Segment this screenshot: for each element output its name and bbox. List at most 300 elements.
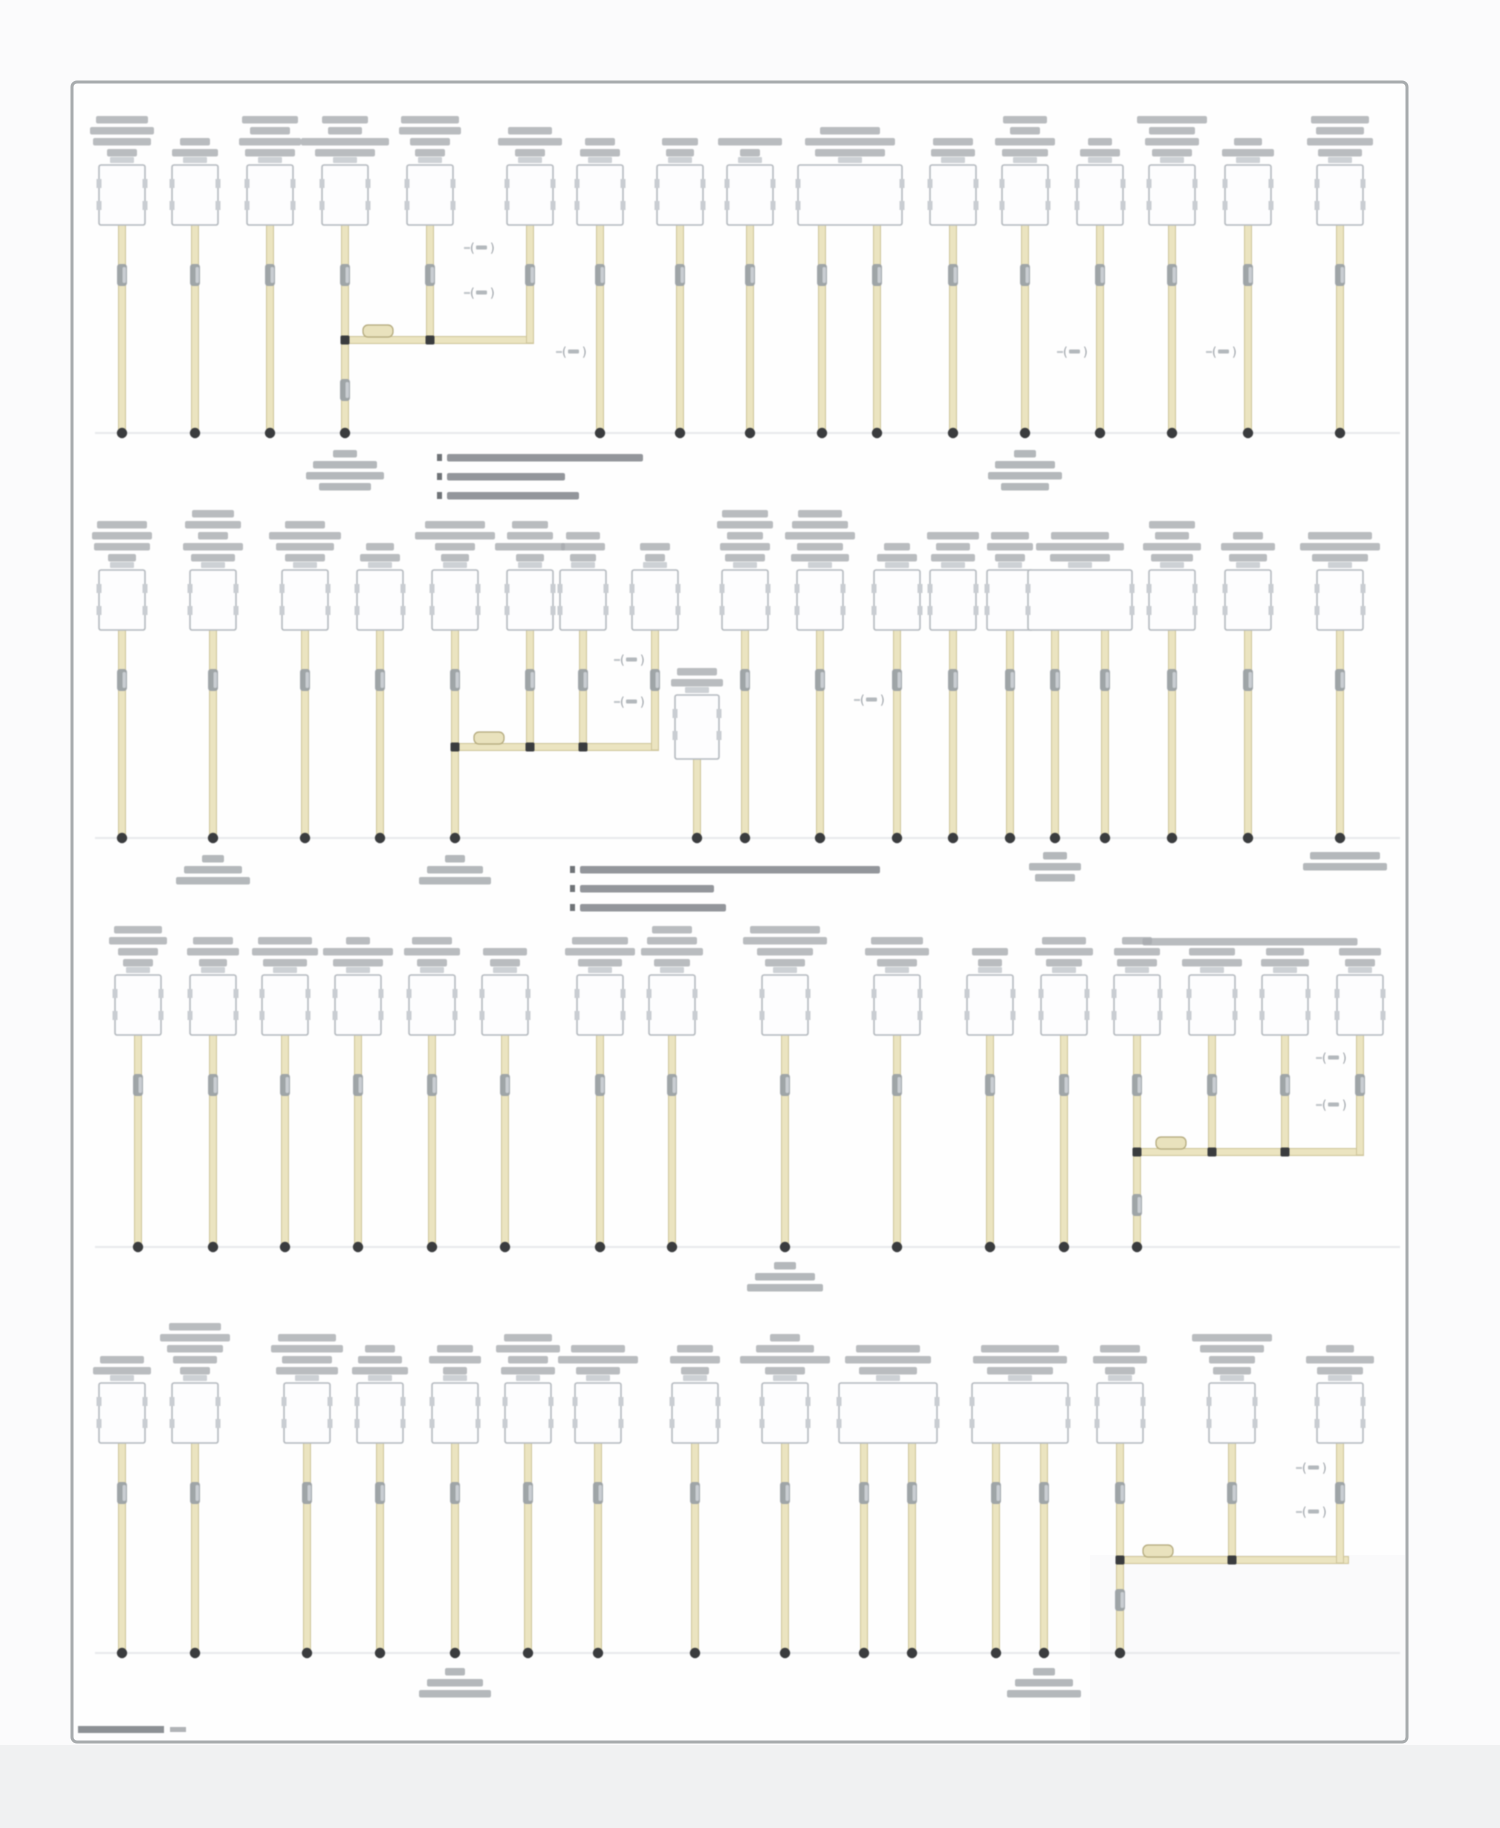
connector-pin-mark	[1381, 1011, 1386, 1020]
ground-point-label-line	[319, 483, 371, 491]
ground-point-label-line	[427, 866, 483, 874]
connector-pin-mark	[717, 731, 722, 740]
ground-wire	[210, 1033, 217, 1247]
component-label-line	[1145, 138, 1199, 146]
connector-pin-mark	[379, 1011, 384, 1020]
ground-wire	[267, 223, 274, 433]
connector-pin-mark	[935, 1397, 940, 1406]
connector-pin-mark	[188, 1011, 193, 1020]
component-label-line	[263, 959, 307, 967]
connector-box	[649, 975, 695, 1035]
component-label-line	[572, 937, 628, 945]
ground-wire	[1245, 223, 1252, 433]
connector-pin-mark	[407, 1011, 412, 1020]
inline-connector-highlight	[656, 672, 660, 688]
component-label-line	[322, 116, 368, 124]
connector-pin-mark	[1361, 179, 1366, 188]
connector-pin-mark	[965, 989, 970, 998]
component-label-line	[1233, 532, 1263, 540]
component-label-line	[192, 510, 234, 518]
connector-pin-mark	[366, 179, 371, 188]
connector-box	[577, 975, 623, 1035]
connector-box	[1317, 165, 1363, 225]
connector-pin-mark	[234, 584, 239, 593]
connector-box	[99, 165, 145, 225]
connector-pin-mark	[766, 584, 771, 593]
component-label-line	[198, 532, 228, 540]
connector-pin-mark	[1233, 1011, 1238, 1020]
connector-cap	[1236, 562, 1260, 568]
ground-wire	[894, 628, 901, 838]
ground-dot	[300, 833, 310, 843]
connector-pin-mark	[1147, 606, 1152, 615]
connector-pin-mark	[480, 1011, 485, 1020]
junction-dot	[1281, 1148, 1290, 1157]
connector-pin-mark	[1085, 989, 1090, 998]
connector-callout-leader	[1316, 1057, 1322, 1059]
inline-connector-highlight	[431, 267, 435, 283]
ground-dot	[892, 1242, 902, 1252]
connector-cap	[773, 1375, 797, 1381]
component-label-line	[972, 948, 1008, 956]
inline-connector-highlight	[878, 267, 882, 283]
connector-pin-mark	[328, 1397, 333, 1406]
connector-pin-mark	[837, 1397, 842, 1406]
ground-wire	[377, 1441, 384, 1653]
junction-dot	[579, 743, 588, 752]
component-label-line	[172, 149, 218, 157]
component-label-line	[1308, 532, 1372, 540]
ground-wire	[861, 1441, 868, 1653]
ground-dot	[1059, 1242, 1069, 1252]
connector-callout: )	[640, 695, 645, 709]
ground-dot	[375, 1648, 385, 1658]
component-label-line	[1152, 149, 1192, 157]
connector-pin-mark	[1207, 1419, 1212, 1428]
component-label-line	[743, 937, 827, 945]
connector-cap	[1088, 157, 1112, 163]
connector-box	[874, 570, 920, 630]
ground-wire	[597, 1033, 604, 1247]
connector-pin-mark	[796, 179, 801, 188]
connector-pin-mark	[1085, 1011, 1090, 1020]
component-label-line	[931, 149, 975, 157]
scan-tint-patch	[1090, 1555, 1405, 1740]
ground-point-label-line	[1001, 483, 1049, 491]
connector-box	[722, 570, 768, 630]
connector-box	[762, 1383, 808, 1443]
inline-connector-highlight	[1173, 672, 1177, 688]
inline-connector-highlight	[898, 672, 902, 688]
component-label-line	[927, 532, 979, 540]
connector-pin-mark	[621, 201, 626, 210]
ground-wire	[282, 1033, 289, 1247]
connector-pin-mark	[430, 1419, 435, 1428]
connector-box	[972, 1383, 1068, 1443]
component-label-line	[199, 959, 227, 967]
inline-connector-highlight	[1361, 1077, 1365, 1093]
ground-wire	[1102, 628, 1109, 838]
connector-pin-mark	[1158, 1011, 1163, 1020]
connector-pin-mark	[326, 584, 331, 593]
ground-dot	[948, 428, 958, 438]
component-label-line	[765, 959, 805, 967]
connector-cap	[518, 562, 542, 568]
connector-pin-mark	[676, 606, 681, 615]
ground-dot	[907, 1648, 917, 1658]
connector-box	[172, 165, 218, 225]
inline-connector-highlight	[123, 672, 127, 688]
junction-dot	[1133, 1148, 1142, 1157]
connector-pin-mark	[1253, 1397, 1258, 1406]
connector-pin-mark	[97, 1397, 102, 1406]
component-label-line	[1050, 554, 1110, 562]
component-label-line	[770, 1334, 800, 1342]
component-label-line	[1200, 1345, 1264, 1353]
component-label-line	[765, 1367, 805, 1375]
component-label-line	[725, 554, 765, 562]
connector-pin-mark	[766, 606, 771, 615]
ground-dot	[375, 833, 385, 843]
component-label-line	[496, 1345, 560, 1353]
ground-dot	[1039, 1648, 1049, 1658]
connector-callout-leader	[1206, 351, 1212, 353]
connector-callout-leader	[614, 659, 620, 661]
connector-pin-mark	[1046, 201, 1051, 210]
connector-pin-mark	[673, 731, 678, 740]
inline-connector-highlight	[433, 1077, 437, 1093]
connector-box	[839, 1383, 937, 1443]
connector-pin-mark	[647, 989, 652, 998]
connector-box	[99, 570, 145, 630]
connector-cap	[443, 1375, 467, 1381]
connector-pin-mark	[970, 1419, 975, 1428]
junction-dot	[1116, 1556, 1125, 1565]
component-label-line	[1149, 127, 1195, 135]
connector-box	[1262, 975, 1308, 1035]
ground-dot	[1335, 428, 1345, 438]
connector-pin-mark	[401, 1397, 406, 1406]
connector-cap	[876, 1375, 900, 1381]
connector-cap	[110, 1375, 134, 1381]
component-label-line	[437, 1345, 473, 1353]
connector-pin-mark	[260, 989, 265, 998]
connector-pin-mark	[282, 1419, 287, 1428]
connector-box	[1028, 570, 1132, 630]
component-label-line	[717, 521, 773, 529]
connector-pin-mark	[1269, 201, 1274, 210]
connector-cap	[295, 1375, 319, 1381]
ground-point-label-line	[176, 877, 250, 885]
ground-dot	[859, 1648, 869, 1658]
connector-callout-code	[1308, 1466, 1319, 1470]
component-label-line	[180, 1367, 210, 1375]
component-label-line	[96, 116, 148, 124]
connector-pin-mark	[806, 1419, 811, 1428]
component-label-line	[740, 1356, 830, 1364]
ground-point-label-line	[1007, 1690, 1081, 1698]
connector-callout: )	[1083, 345, 1088, 359]
connector-cap	[1125, 967, 1149, 973]
connector-callout-code	[1308, 1510, 1319, 1514]
component-label-line	[1100, 1345, 1140, 1353]
component-label-line	[282, 1356, 332, 1364]
connector-pin-mark	[1130, 606, 1135, 615]
connector-cap	[1328, 157, 1352, 163]
connector-pin-mark	[291, 201, 296, 210]
component-label-line	[507, 532, 553, 540]
connector-pin-mark	[1233, 989, 1238, 998]
connector-box	[762, 975, 808, 1035]
ground-dot	[1100, 833, 1110, 843]
ground-dot	[595, 1242, 605, 1252]
connector-cap	[941, 157, 965, 163]
connector-pin-mark	[974, 179, 979, 188]
inline-connector-highlight	[865, 1485, 869, 1501]
ground-dot	[692, 833, 702, 843]
ground-wire	[1245, 628, 1252, 838]
connector-cap	[1328, 1375, 1352, 1381]
connector-pin-mark	[647, 1011, 652, 1020]
connector-cap	[838, 157, 862, 163]
connector-box	[1317, 570, 1363, 630]
connector-pin-mark	[113, 1011, 118, 1020]
ground-point-label-line	[1029, 863, 1081, 871]
inline-connector-highlight	[1056, 672, 1060, 688]
connector-pin-mark	[430, 1397, 435, 1406]
connector-pin-mark	[1011, 1011, 1016, 1020]
junction-dot	[426, 336, 435, 345]
connector-pin-mark	[1223, 179, 1228, 188]
component-label-line	[92, 532, 152, 540]
connector-pin-mark	[1130, 584, 1135, 593]
connector-box	[1337, 975, 1383, 1035]
ground-point-label-line	[1015, 1679, 1073, 1687]
connector-pin-mark	[505, 584, 510, 593]
component-label-line	[1221, 543, 1275, 551]
connector-pin-mark	[575, 1011, 580, 1020]
connector-pin-mark	[505, 606, 510, 615]
connector-pin-mark	[1269, 179, 1274, 188]
component-label-line	[931, 554, 975, 562]
component-label-line	[580, 149, 620, 157]
ground-wire	[894, 1033, 901, 1247]
connector-pin-mark	[333, 989, 338, 998]
ground-wire	[452, 1441, 459, 1653]
ground-dot	[117, 428, 127, 438]
connector-pin-mark	[693, 1011, 698, 1020]
connector-pin-mark	[621, 1011, 626, 1020]
connector-box	[1149, 165, 1195, 225]
connector-pin-mark	[575, 179, 580, 188]
ground-wire	[302, 628, 309, 838]
ground-wire	[742, 628, 749, 838]
component-label-line	[173, 1356, 217, 1364]
ground-point-label-line	[419, 877, 491, 885]
component-label-line	[1318, 149, 1362, 157]
connector-box	[322, 165, 368, 225]
connector-box	[115, 975, 161, 1035]
ground-wire	[119, 1441, 126, 1653]
component-label-line	[561, 543, 605, 551]
connector-pin-mark	[928, 584, 933, 593]
ground-wire	[692, 1441, 699, 1653]
component-label-line	[435, 543, 475, 551]
connector-pin-mark	[1269, 584, 1274, 593]
inline-connector-highlight	[1173, 267, 1177, 283]
connector-pin-mark	[280, 606, 285, 615]
connector-pin-mark	[216, 1419, 221, 1428]
ground-point-label-line	[988, 472, 1062, 480]
connector-pin-mark	[604, 606, 609, 615]
connector-pin-mark	[143, 1397, 148, 1406]
component-label-line	[483, 948, 527, 956]
connector-pin-mark	[1141, 1397, 1146, 1406]
splice	[1143, 1545, 1173, 1557]
inline-connector-highlight	[1341, 1485, 1345, 1501]
component-label-line	[1080, 149, 1120, 157]
ground-dot	[1335, 833, 1345, 843]
inline-connector-highlight	[746, 672, 750, 688]
connector-callout: (	[1302, 1505, 1307, 1519]
component-label-line	[1002, 149, 1048, 157]
connector-pin-mark	[320, 179, 325, 188]
component-label-line	[366, 543, 394, 551]
ground-point-label-line	[1310, 852, 1380, 860]
component-label-line	[109, 937, 167, 945]
ground-wire	[782, 1441, 789, 1653]
connector-pin-mark	[701, 179, 706, 188]
connector-pin-mark	[928, 201, 933, 210]
connector-callout-code	[866, 698, 877, 702]
component-label-line	[365, 1345, 395, 1353]
component-label-line	[358, 1356, 402, 1364]
inline-connector-highlight	[196, 1485, 200, 1501]
connector-pin-mark	[1361, 1419, 1366, 1428]
ground-dot	[595, 428, 605, 438]
connector-pin-mark	[1193, 201, 1198, 210]
ground-point-label-line	[1035, 874, 1075, 882]
connector-box	[335, 975, 381, 1035]
connector-cap	[1068, 562, 1092, 568]
component-label-line	[1345, 959, 1375, 967]
component-label-line	[333, 959, 383, 967]
connector-box	[357, 1383, 403, 1443]
inline-connector-highlight	[381, 1485, 385, 1501]
connector-callout: (	[470, 241, 475, 255]
connector-pin-mark	[306, 1011, 311, 1020]
connector-pin-mark	[407, 989, 412, 998]
connector-pin-mark	[1026, 584, 1031, 593]
connector-cap	[571, 562, 595, 568]
note-number	[570, 904, 575, 911]
ground-dot	[1132, 1242, 1142, 1252]
component-label-line	[722, 510, 768, 518]
connector-pin-mark	[320, 201, 325, 210]
component-label-line	[1209, 1356, 1255, 1364]
component-label-line	[647, 937, 697, 945]
connector-pin-mark	[796, 201, 801, 210]
component-label-line	[871, 937, 923, 945]
connector-cap	[978, 967, 1002, 973]
connector-box	[282, 570, 328, 630]
inline-connector-highlight	[1101, 267, 1105, 283]
ground-wire	[595, 1441, 602, 1653]
splice	[1156, 1137, 1186, 1149]
connector-pin-mark	[1075, 201, 1080, 210]
ground-dot	[1243, 833, 1253, 843]
connector-pin-mark	[676, 584, 681, 593]
connector-pin-mark	[430, 584, 435, 593]
connector-pin-mark	[900, 201, 905, 210]
connector-pin-mark	[841, 584, 846, 593]
connector-pin-mark	[1121, 179, 1126, 188]
ground-wire	[597, 223, 604, 433]
connector-pin-mark	[974, 584, 979, 593]
inline-connector-highlight	[529, 1485, 533, 1501]
ground-wire	[355, 1033, 362, 1247]
ground-point-label-line	[1014, 450, 1036, 458]
inline-connector-highlight	[991, 1077, 995, 1093]
component-label-line	[93, 138, 151, 146]
component-label-line	[566, 532, 600, 540]
note-line	[580, 904, 726, 912]
connector-pin-mark	[918, 606, 923, 615]
connector-pin-mark	[328, 1419, 333, 1428]
ground-wire	[304, 1441, 311, 1653]
connector-box	[172, 1383, 218, 1443]
ground-dot	[523, 1648, 533, 1658]
component-label-line	[97, 521, 147, 529]
connector-box	[409, 975, 455, 1035]
connector-cap	[685, 687, 709, 693]
connector-pin-mark	[673, 709, 678, 718]
connector-pin-mark	[1223, 201, 1228, 210]
ground-wire	[747, 223, 754, 433]
connector-pin-mark	[282, 1397, 287, 1406]
connector-callout: (	[1302, 1461, 1307, 1475]
component-label-line	[278, 1334, 336, 1342]
component-label-line	[1010, 127, 1040, 135]
ground-wire	[909, 1441, 916, 1653]
component-label-line	[1093, 1356, 1147, 1364]
connector-pin-mark	[1253, 1419, 1258, 1428]
inline-connector-highlight	[1233, 1485, 1237, 1501]
connector-pin-mark	[143, 606, 148, 615]
connector-cap	[1328, 562, 1352, 568]
component-label-line	[239, 138, 301, 146]
connector-pin-mark	[872, 989, 877, 998]
connector-pin-mark	[841, 606, 846, 615]
ground-dot	[450, 833, 460, 843]
component-label-line	[645, 554, 665, 562]
component-label-line	[160, 1334, 230, 1342]
component-label-line	[740, 149, 760, 157]
inline-connector-highlight	[271, 267, 275, 283]
ground-dot	[1243, 428, 1253, 438]
inline-connector-highlight	[308, 1485, 312, 1501]
ground-wire	[669, 1033, 676, 1247]
connector-pin-mark	[143, 1419, 148, 1428]
component-label-line	[183, 543, 243, 551]
component-label-line	[1036, 543, 1124, 551]
component-label-line	[508, 127, 552, 135]
connector-pin-mark	[985, 606, 990, 615]
connector-pin-mark	[928, 606, 933, 615]
inline-connector-highlight	[1213, 1077, 1217, 1093]
component-label-line	[1137, 116, 1207, 124]
connector-cap	[1160, 157, 1184, 163]
